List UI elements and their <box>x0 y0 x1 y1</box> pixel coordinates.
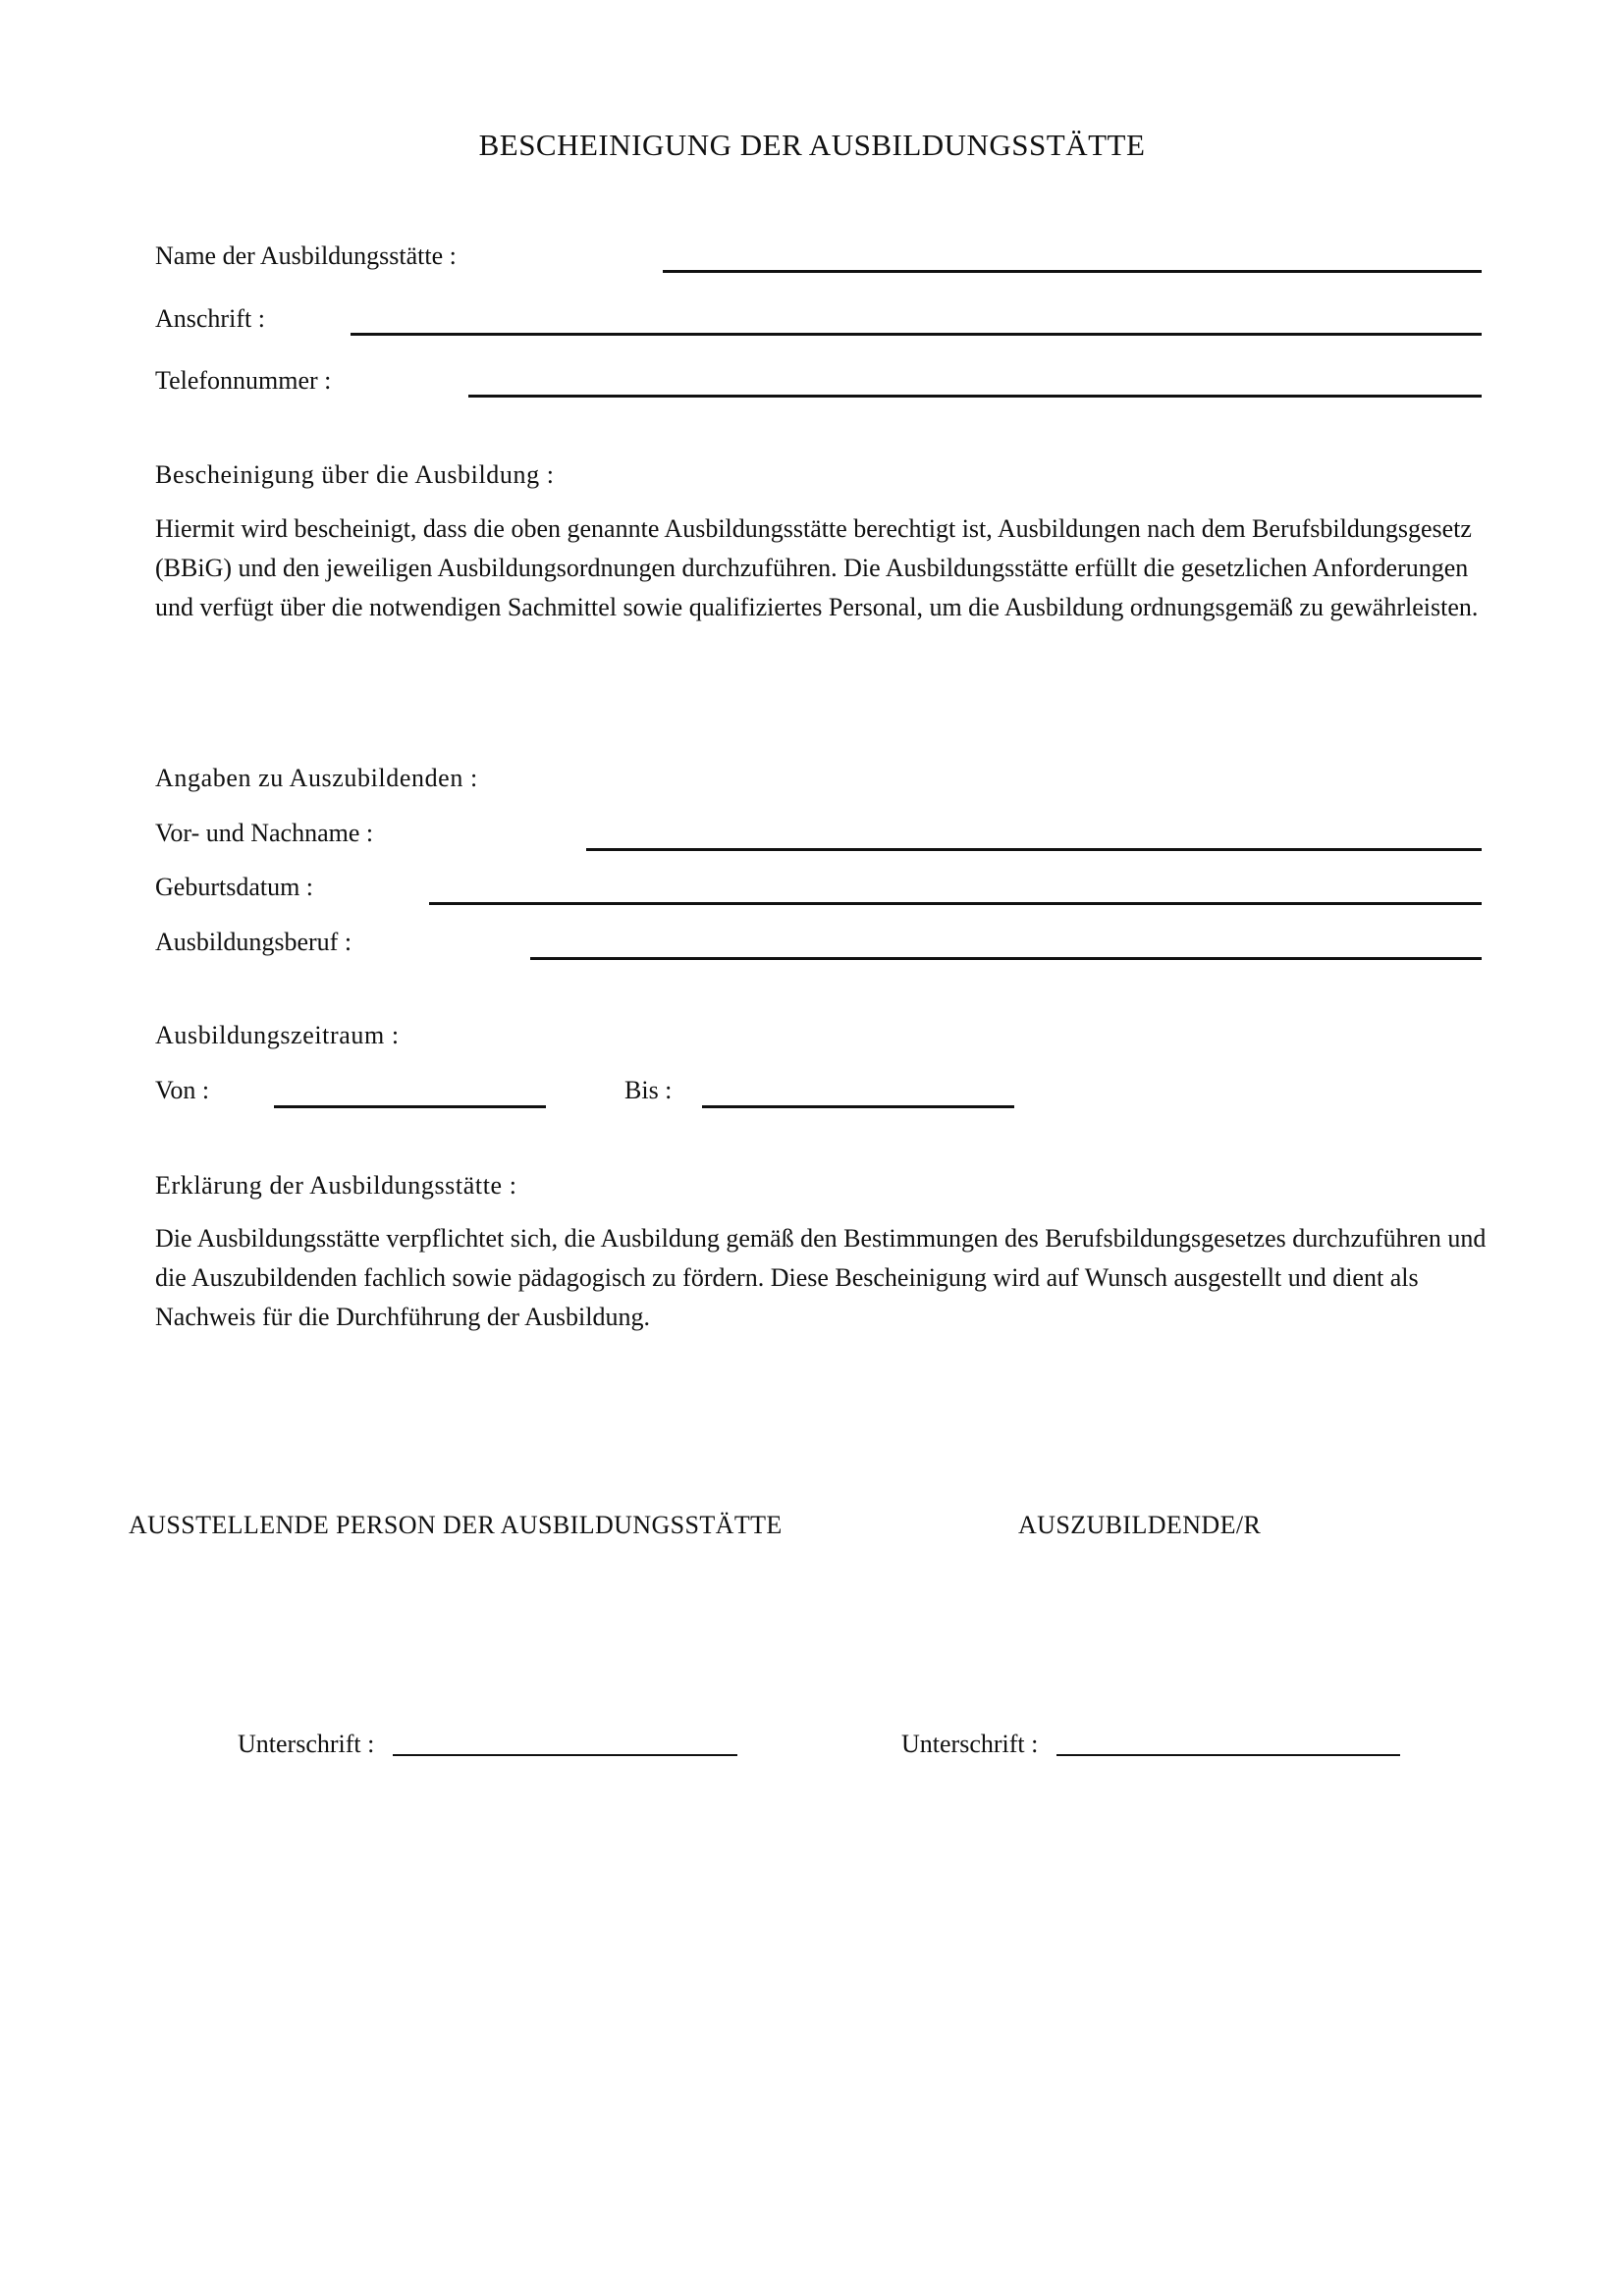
certificate-heading: Bescheinigung über die Ausbildung : <box>155 460 555 489</box>
occupation-label: Ausbildungsberuf : <box>155 928 352 956</box>
declaration-text: Die Ausbildungsstätte verpflichtet sich, die Ausbildung gemäß den Bestimmungen des Berufsbildungsgesetzes durchzuführen und die Auszubildenden fachlich sowie pädagogisch zu fördern. Diese Bescheinigung wird auf Wunsch ausgestellt und dient als Nachweis für die Durchführung der Ausbildung. <box>155 1224 1487 1331</box>
trainee-signature-field[interactable] <box>1056 1754 1400 1756</box>
certificate-text: Hiermit wird bescheinigt, dass die oben genannte Ausbildungsstätte berechtigt ist, Ausbildungen nach dem Berufsbildungsgesetz (BBiG) und den jeweiligen Ausbildungsordnungen durchzuführen. Die Ausbildungsstätte erfüllt die gesetzlichen Anforderungen und verfügt über die notwendigen Sachmittel sowie qualifiziertes Personal, um die Ausbildung ordnungsgemäß zu gewährleisten. <box>155 514 1479 621</box>
company-name-label: Name der Ausbildungsstätte : <box>155 241 457 270</box>
address-field[interactable] <box>351 333 1482 336</box>
phone-field[interactable] <box>468 395 1482 398</box>
issuer-signature-label: Unterschrift : <box>238 1730 375 1758</box>
document-title: BESCHEINIGUNG DER AUSBILDUNGSSTÄTTE <box>478 128 1146 162</box>
trainee-heading: Angaben zu Auszubildenden : <box>155 764 478 792</box>
trainee-signature-label: Unterschrift : <box>901 1730 1039 1758</box>
to-label: Bis : <box>624 1076 673 1104</box>
phone-label: Telefonnummer : <box>155 366 332 395</box>
issuer-signature-field[interactable] <box>393 1754 737 1756</box>
birthdate-label: Geburtsdatum : <box>155 873 314 901</box>
period-heading: Ausbildungszeitraum : <box>155 1021 400 1049</box>
trainee-signature-heading: AUSZUBILDENDE/R <box>1018 1511 1262 1539</box>
issuer-heading: AUSSTELLENDE PERSON DER AUSBILDUNGSSTÄTTE <box>129 1511 783 1539</box>
trainee-name-label: Vor- und Nachname : <box>155 819 374 847</box>
company-name-field[interactable] <box>663 270 1482 273</box>
trainee-name-field[interactable] <box>586 848 1482 851</box>
occupation-field[interactable] <box>530 957 1482 960</box>
birthdate-field[interactable] <box>429 902 1482 905</box>
from-date-field[interactable] <box>274 1105 546 1108</box>
to-date-field[interactable] <box>702 1105 1014 1108</box>
address-label: Anschrift : <box>155 304 265 333</box>
from-label: Von : <box>155 1076 210 1104</box>
declaration-heading: Erklärung der Ausbildungsstätte : <box>155 1171 517 1200</box>
